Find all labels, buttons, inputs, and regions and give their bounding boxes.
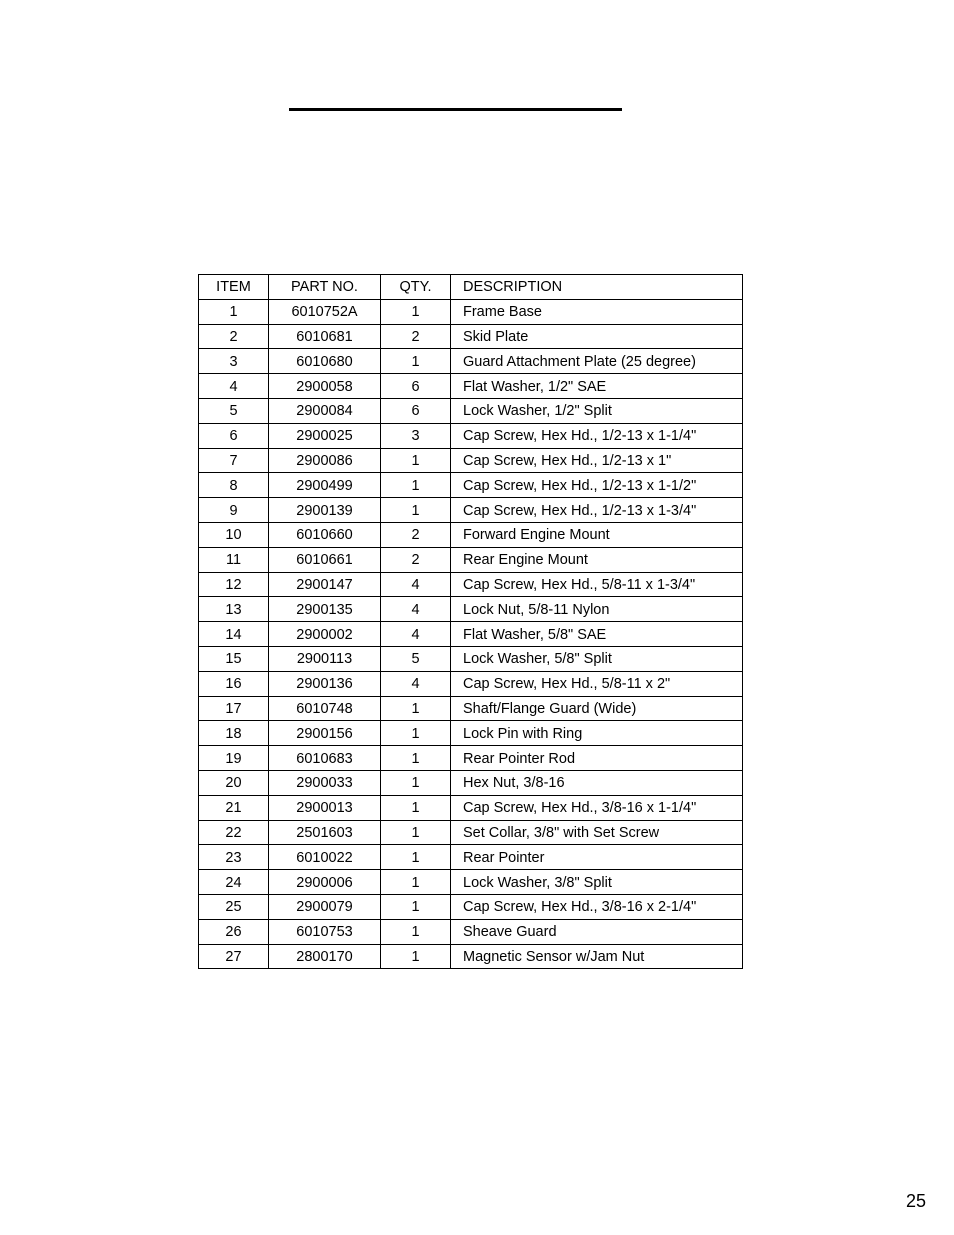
table-row	[199, 572, 743, 597]
table-row	[199, 299, 743, 324]
cell-qty: 1	[381, 721, 451, 746]
cell-item: 3	[199, 349, 269, 374]
table-row	[199, 473, 743, 498]
table-row	[199, 944, 743, 969]
cell-qty: 1	[381, 770, 451, 795]
cell-description: Rear Pointer Rod	[451, 746, 743, 771]
cell-description: Cap Screw, Hex Hd., 1/2-13 x 1-3/4"	[451, 498, 743, 523]
cell-qty: 1	[381, 696, 451, 721]
table-row	[199, 324, 743, 349]
cell-qty: 6	[381, 398, 451, 423]
header-item: ITEM	[199, 275, 269, 300]
cell-qty: 1	[381, 473, 451, 498]
cell-qty: 1	[381, 448, 451, 473]
table-row	[199, 622, 743, 647]
table-row	[199, 795, 743, 820]
cell-item: 23	[199, 845, 269, 870]
cell-description: Cap Screw, Hex Hd., 1/2-13 x 1"	[451, 448, 743, 473]
cell-description: Lock Nut, 5/8-11 Nylon	[451, 597, 743, 622]
header-description: DESCRIPTION	[451, 275, 743, 300]
cell-qty: 4	[381, 671, 451, 696]
cell-item: 12	[199, 572, 269, 597]
cell-description: Cap Screw, Hex Hd., 3/8-16 x 2-1/4"	[451, 894, 743, 919]
cell-part-no: 6010680	[269, 349, 381, 374]
table-row	[199, 696, 743, 721]
cell-part-no: 2900499	[269, 473, 381, 498]
cell-item: 11	[199, 547, 269, 572]
cell-part-no: 2900002	[269, 622, 381, 647]
cell-description: Flat Washer, 1/2" SAE	[451, 374, 743, 399]
cell-item: 19	[199, 746, 269, 771]
cell-part-no: 2900147	[269, 572, 381, 597]
cell-item: 25	[199, 894, 269, 919]
cell-description: Cap Screw, Hex Hd., 1/2-13 x 1-1/2"	[451, 473, 743, 498]
cell-part-no: 2501603	[269, 820, 381, 845]
header-part-no: PART NO.	[269, 275, 381, 300]
cell-description: Lock Washer, 5/8" Split	[451, 646, 743, 671]
cell-part-no: 2900156	[269, 721, 381, 746]
cell-qty: 1	[381, 894, 451, 919]
table-row	[199, 423, 743, 448]
table-row	[199, 547, 743, 572]
table-row	[199, 349, 743, 374]
cell-qty: 2	[381, 547, 451, 572]
cell-item: 15	[199, 646, 269, 671]
cell-description: Lock Pin with Ring	[451, 721, 743, 746]
cell-item: 16	[199, 671, 269, 696]
cell-item: 4	[199, 374, 269, 399]
cell-description: Rear Engine Mount	[451, 547, 743, 572]
cell-part-no: 2900139	[269, 498, 381, 523]
cell-description: Flat Washer, 5/8" SAE	[451, 622, 743, 647]
cell-qty: 6	[381, 374, 451, 399]
cell-qty: 1	[381, 795, 451, 820]
cell-item: 2	[199, 324, 269, 349]
table-row	[199, 721, 743, 746]
cell-item: 5	[199, 398, 269, 423]
cell-part-no: 2900086	[269, 448, 381, 473]
cell-description: Cap Screw, Hex Hd., 3/8-16 x 1-1/4"	[451, 795, 743, 820]
table-row	[199, 498, 743, 523]
cell-part-no: 2900058	[269, 374, 381, 399]
cell-qty: 5	[381, 646, 451, 671]
cell-part-no: 2900113	[269, 646, 381, 671]
cell-description: Guard Attachment Plate (25 degree)	[451, 349, 743, 374]
cell-item: 10	[199, 522, 269, 547]
cell-description: Cap Screw, Hex Hd., 5/8-11 x 1-3/4"	[451, 572, 743, 597]
cell-description: Hex Nut, 3/8-16	[451, 770, 743, 795]
cell-qty: 1	[381, 870, 451, 895]
cell-part-no: 6010660	[269, 522, 381, 547]
header-qty: QTY.	[381, 275, 451, 300]
cell-item: 26	[199, 919, 269, 944]
cell-item: 7	[199, 448, 269, 473]
title-underline	[289, 108, 622, 111]
table-row	[199, 845, 743, 870]
cell-item: 13	[199, 597, 269, 622]
cell-item: 22	[199, 820, 269, 845]
cell-description: Frame Base	[451, 299, 743, 324]
cell-qty: 3	[381, 423, 451, 448]
table-row	[199, 870, 743, 895]
table-row	[199, 894, 743, 919]
cell-item: 14	[199, 622, 269, 647]
table-row	[199, 374, 743, 399]
cell-item: 24	[199, 870, 269, 895]
cell-item: 18	[199, 721, 269, 746]
cell-description: Sheave Guard	[451, 919, 743, 944]
cell-qty: 1	[381, 299, 451, 324]
cell-part-no: 2800170	[269, 944, 381, 969]
cell-description: Set Collar, 3/8" with Set Screw	[451, 820, 743, 845]
table-row	[199, 820, 743, 845]
cell-item: 27	[199, 944, 269, 969]
table-row	[199, 919, 743, 944]
cell-part-no: 6010022	[269, 845, 381, 870]
cell-item: 8	[199, 473, 269, 498]
cell-item: 17	[199, 696, 269, 721]
cell-description: Rear Pointer	[451, 845, 743, 870]
table-row	[199, 646, 743, 671]
table-row	[199, 746, 743, 771]
table-row	[199, 448, 743, 473]
cell-part-no: 6010752A	[269, 299, 381, 324]
cell-part-no: 6010661	[269, 547, 381, 572]
cell-part-no: 2900136	[269, 671, 381, 696]
cell-part-no: 6010753	[269, 919, 381, 944]
cell-qty: 2	[381, 324, 451, 349]
cell-qty: 1	[381, 919, 451, 944]
cell-part-no: 6010681	[269, 324, 381, 349]
cell-item: 6	[199, 423, 269, 448]
cell-qty: 2	[381, 522, 451, 547]
cell-part-no: 2900013	[269, 795, 381, 820]
cell-description: Skid Plate	[451, 324, 743, 349]
cell-description: Forward Engine Mount	[451, 522, 743, 547]
cell-qty: 1	[381, 820, 451, 845]
cell-item: 21	[199, 795, 269, 820]
cell-qty: 1	[381, 498, 451, 523]
cell-part-no: 2900079	[269, 894, 381, 919]
cell-part-no: 6010748	[269, 696, 381, 721]
cell-qty: 1	[381, 349, 451, 374]
cell-qty: 4	[381, 622, 451, 647]
page-number: 25	[905, 1191, 926, 1211]
cell-part-no: 6010683	[269, 746, 381, 771]
cell-item: 1	[199, 299, 269, 324]
cell-description: Cap Screw, Hex Hd., 5/8-11 x 2"	[451, 671, 743, 696]
cell-part-no: 2900033	[269, 770, 381, 795]
cell-description: Lock Washer, 3/8" Split	[451, 870, 743, 895]
cell-qty: 4	[381, 597, 451, 622]
cell-part-no: 2900135	[269, 597, 381, 622]
cell-part-no: 2900006	[269, 870, 381, 895]
cell-qty: 1	[381, 746, 451, 771]
cell-description: Magnetic Sensor w/Jam Nut	[451, 944, 743, 969]
cell-qty: 4	[381, 572, 451, 597]
cell-part-no: 2900025	[269, 423, 381, 448]
cell-qty: 1	[381, 845, 451, 870]
table-row	[199, 770, 743, 795]
table-row	[199, 398, 743, 423]
cell-part-no: 2900084	[269, 398, 381, 423]
cell-description: Shaft/Flange Guard (Wide)	[451, 696, 743, 721]
table-row	[199, 522, 743, 547]
parts-table-body	[199, 299, 743, 969]
cell-qty: 1	[381, 944, 451, 969]
table-row	[199, 597, 743, 622]
cell-item: 20	[199, 770, 269, 795]
parts-list-table	[198, 274, 743, 969]
table-header-row	[199, 275, 743, 300]
cell-description: Cap Screw, Hex Hd., 1/2-13 x 1-1/4"	[451, 423, 743, 448]
table-row	[199, 671, 743, 696]
cell-item: 9	[199, 498, 269, 523]
cell-description: Lock Washer, 1/2" Split	[451, 398, 743, 423]
